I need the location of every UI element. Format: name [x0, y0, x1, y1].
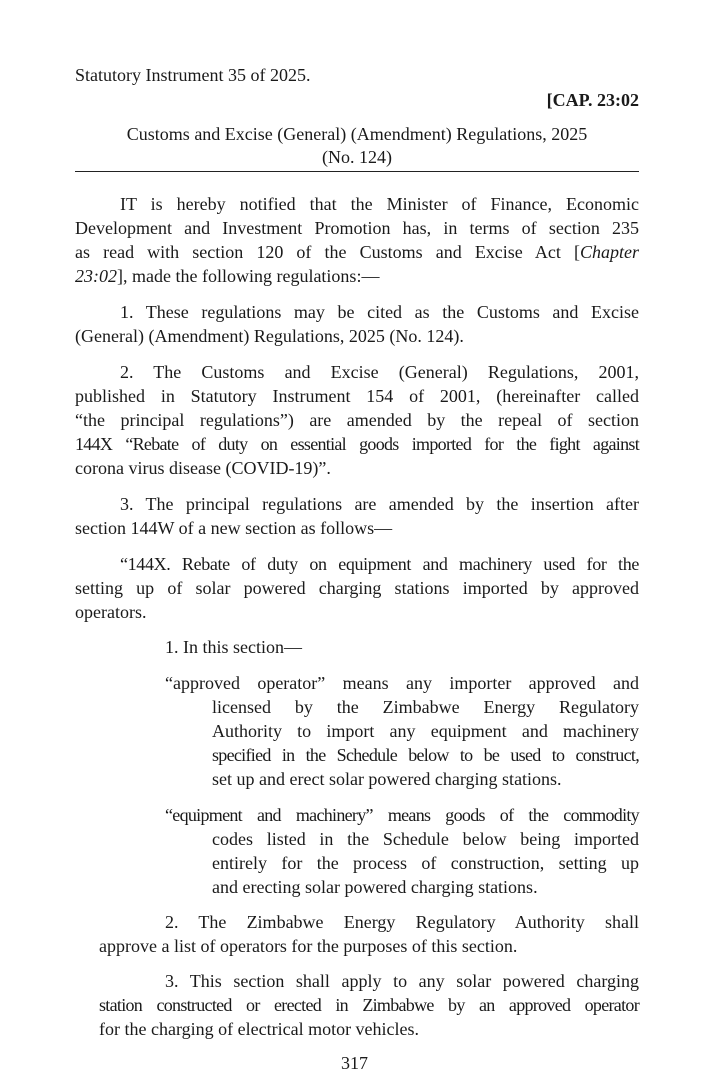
subsection-1-intro: 1. In this section— — [165, 637, 302, 657]
section-2-line: 144X “Rebate of duty on essential goods imported for the fight against — [75, 434, 639, 454]
definition-approved-operator-line: set up and erect solar powered charging stations. — [212, 769, 562, 789]
preamble-line — [75, 241, 639, 263]
new-section-heading-line: operators. — [75, 602, 147, 622]
definition-approved-operator-line: Authority to import any equipment and machinery — [212, 721, 639, 741]
title-divider — [75, 171, 639, 172]
preamble-line: Development and Investment Promotion has, in terms of section 235 — [75, 218, 639, 238]
section-2-line: published in Statutory Instrument 154 of 2001, (hereinafter called — [75, 386, 639, 406]
chapter-italic: Chapter — [579, 242, 639, 262]
section-3-line: 3. The principal regulations are amended by the insertion after — [120, 494, 639, 514]
new-section-heading-line: setting up of solar powered charging stations imported by approved — [75, 578, 639, 598]
section-1-line: (General) (Amendment) Regulations, 2025 (No. 124). — [75, 326, 464, 346]
regulation-title-line-1: Customs and Excise (General) (Amendment) Regulations, 2025 — [126, 124, 588, 144]
subsection-2-line: 2. The Zimbabwe Energy Regulatory Authority shall — [165, 912, 639, 932]
subsection-3-line: 3. This section shall apply to any solar powered charging — [165, 971, 639, 991]
page-number: 317 — [341, 1053, 368, 1073]
subsection-3-line: for the charging of electrical motor vehicles. — [99, 1019, 420, 1039]
definition-equipment-machinery-line: “equipment and machinery” means goods of the commodity — [165, 805, 639, 825]
definition-approved-operator-line: licensed by the Zimbabwe Energy Regulatory — [212, 697, 639, 717]
subsection-2-line: approve a list of operators for the purposes of this section. — [99, 936, 518, 956]
preamble-line: IT is hereby notified that the Minister of Finance, Economic — [120, 194, 639, 214]
preamble-text: as read with section 120 of the Customs and Excise Act [ — [75, 242, 580, 262]
regulation-title-line-2: (No. 124) — [322, 147, 392, 167]
definition-equipment-machinery-line: codes listed in the Schedule below being imported — [212, 829, 639, 849]
section-2-line: corona virus disease (COVID-19)”. — [75, 458, 331, 478]
preamble-text: ], made the following regulations:— — [117, 266, 380, 286]
section-1-line: 1. These regulations may be cited as the Customs and Excise — [120, 302, 639, 322]
preamble-line — [75, 265, 639, 287]
section-2-line: 2. The Customs and Excise (General) Regulations, 2001, — [120, 362, 639, 382]
instrument-number: Statutory Instrument 35 of 2025. — [75, 65, 311, 85]
definition-approved-operator-line: specified in the Schedule below to be used to construct, — [212, 745, 639, 765]
chapter-reference: [CAP. 23:02 — [546, 90, 639, 110]
new-section-heading-line: “144X. Rebate of duty on equipment and machinery used for the — [120, 554, 639, 574]
definition-equipment-machinery-line: entirely for the process of construction, setting up — [212, 853, 639, 873]
section-2-line: “the principal regulations”) are amended by the repeal of section — [75, 410, 639, 430]
section-3-line: section 144W of a new section as follows— — [75, 518, 393, 538]
definition-equipment-machinery-line: and erecting solar powered charging stations. — [212, 877, 538, 897]
chapter-number-italic: 23:02 — [75, 266, 117, 286]
subsection-3-line: station constructed or erected in Zimbabwe by an approved operator — [99, 995, 639, 1015]
definition-approved-operator-line: “approved operator” means any importer approved and — [165, 673, 639, 693]
